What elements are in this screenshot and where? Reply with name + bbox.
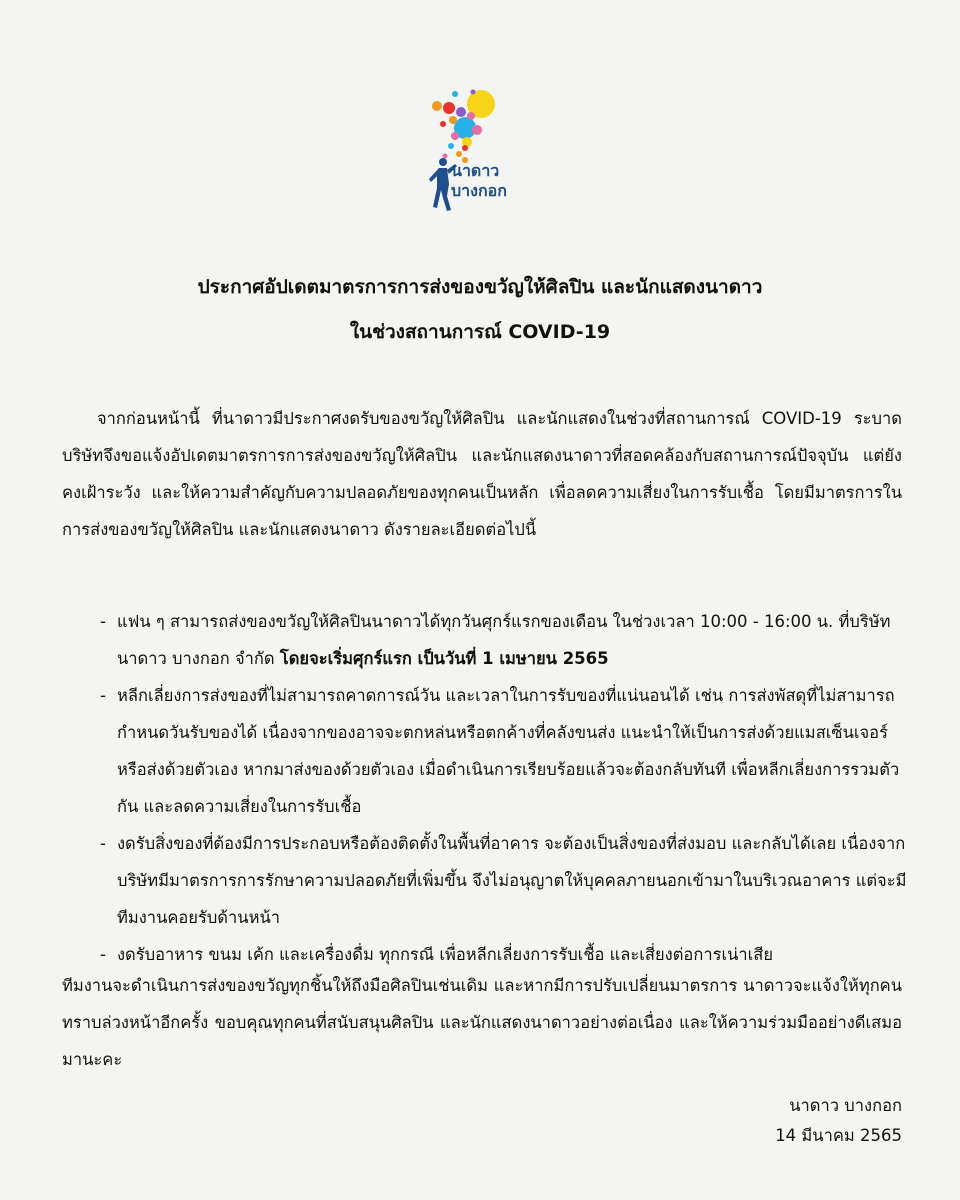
page-title-line1: ประกาศอัปเดตมาตรการการส่งของขวัญให้ศิลปิน และนักแสดงนาดาว bbox=[197, 276, 763, 298]
logo-text-line2: บางกอก bbox=[451, 181, 507, 200]
list-item bbox=[100, 825, 910, 936]
list-item-text: หลีกเลี่ยงการส่งของที่ไม่สามารถคาดการณ์วัน และเวลาในการรับของที่แน่นอนได้ เช่น การส่งพัสดุที่ไม่สามารถกำหนดวันรับของได้ เนื่องจากของอาจจะตกหล่นหรือตกค้างที่คลังขนส่ง แนะนำให้เป็นการส่งด้วยแมสเซ็นเจอร์ หรือส่งด้วยตัวเอง หากมาส่งของด้วยตัวเอง เมื่อดำเนินการเรียบร้อยแล้วจะต้องกลับทันที เพื่อหลีกเลี่ยงการรวมตัวกัน และลดความเสี่ยงในการรับเชื้อ bbox=[117, 686, 900, 816]
page-title-line2: ในช่วงสถานการณ์ COVID-19 bbox=[349, 321, 611, 343]
nadao-bangkok-logo bbox=[425, 84, 535, 216]
measures-list bbox=[100, 603, 910, 973]
list-item-text: งดรับอาหาร ขนม เค้ก และเครื่องดื่ม ทุกกรณี เพื่อหลีกเลี่ยงการรับเชื้อ และเสี่ยงต่อการเน่าเสีย bbox=[117, 945, 774, 964]
closing-paragraph: ทีมงานจะดำเนินการส่งของขวัญทุกชิ้นให้ถึงมือศิลปินเช่นเดิม และหากมีการปรับเปลี่ยนมาตรการ นาดาวจะแจ้งให้ทุกคนทราบล่วงหน้าอีกครั้ง ขอบคุณทุกคนที่สนับสนุนศิลปิน และนักแสดงนาดาวอย่างต่อเนื่อง และให้ความร่วมมืออย่างดีเสมอมานะคะ bbox=[62, 976, 902, 1069]
start-date-highlight: โดยจะเริ่มศุกร์แรก เป็นวันที่ 1 เมษายน 2565 bbox=[279, 649, 609, 668]
list-item-text: งดรับสิ่งของที่ต้องมีการประกอบหรือต้องติดตั้งในพื้นที่อาคาร จะต้องเป็นสิ่งของที่ส่งมอบ และกลับได้เลย เนื่องจากบริษัทมีมาตรการการรักษาความปลอดภัยที่เพิ่มขึ้น จึงไม่อนุญาตให้บุคคลภายนอกเข้ามาในบริเวณอาคาร แต่จะมีทีมงานคอยรับด้านหน้า bbox=[117, 834, 907, 927]
intro-paragraph: จากก่อนหน้านี้ ที่นาดาวมีประกาศงดรับของขวัญให้ศิลปิน และนักแสดงในช่วงที่สถานการณ์ COVID-19 ระบาด บริษัทจึงขอแจ้งอัปเดตมาตรการการส่งของขวัญให้ศิลปิน และนักแสดงนาดาวที่สอดคล้องกับสถานการณ์ปัจจุบัน แต่ยังคงเฝ้าระวัง และให้ความสำคัญกับความปลอดภัยของทุกคนเป็นหลัก เพื่อลดความเสี่ยงในการรับเชื้อ โดยมีมาตรการในการส่งของขวัญให้ศิลปิน และนักแสดงนาดาว ดังรายละเอียดต่อไปนี้ bbox=[62, 409, 902, 539]
list-item bbox=[100, 677, 910, 825]
list-item-text: แฟน ๆ สามารถส่งของขวัญให้ศิลปินนาดาวได้ทุกวันศุกร์แรกของเดือน ในช่วงเวลา 10:00 - 16:00 น. ที่บริษัท นาดาว บางกอก จำกัด bbox=[117, 612, 891, 668]
list-item bbox=[100, 603, 910, 677]
signature-date: 14 มีนาคม 2565 bbox=[775, 1126, 902, 1145]
logo-text-line1: นาดาว bbox=[451, 161, 500, 180]
signature-org: นาดาว บางกอก bbox=[789, 1096, 902, 1115]
